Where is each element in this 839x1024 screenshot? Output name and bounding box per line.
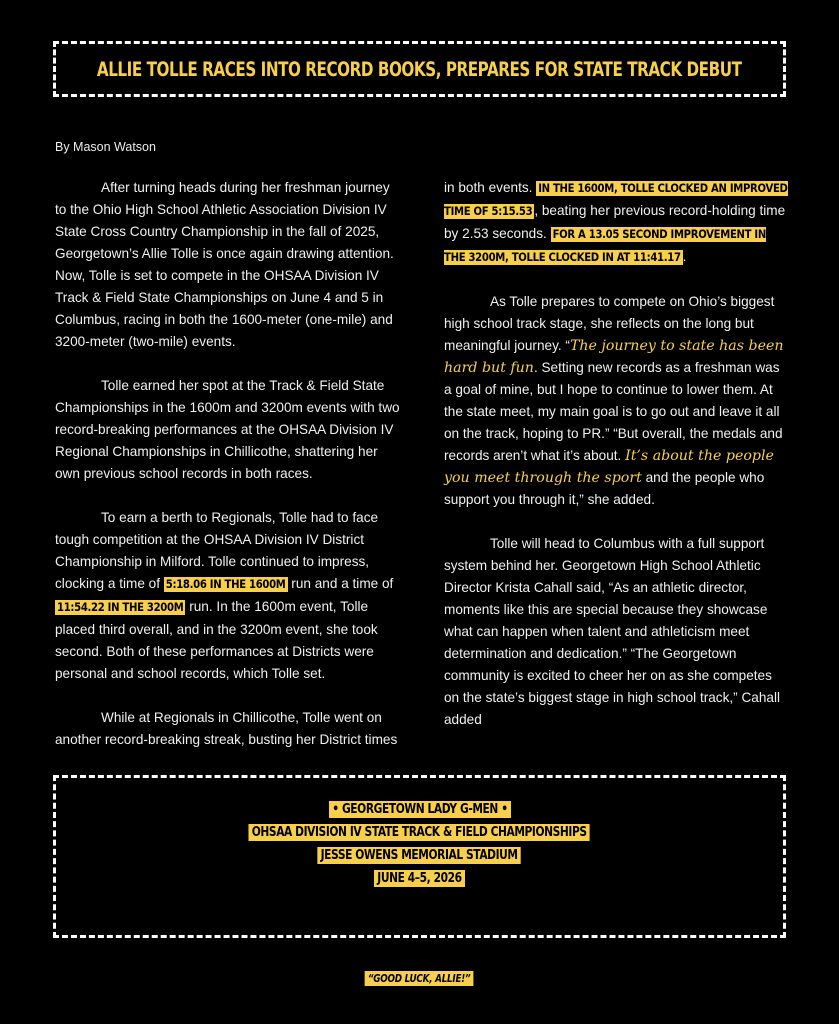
paragraph: Tolle earned her spot at the Track & Field State Championships in the 1600m and 3200m events with two record-breaking performances at the OHSAA Division IV Regional Championships in Chillicothe, shattering her own previous school records in both races.	[55, 378, 400, 481]
text-run: To earn a berth to Regionals, Tolle had to face tough competition at the OHSAA Division IV District Championship in Milford. Tolle continued to impress, clocking a time of	[55, 510, 379, 591]
highlight-3200m-district: 11:54.22 IN THE 3200M	[57, 601, 184, 614]
paragraph	[55, 507, 400, 685]
paragraph	[444, 177, 789, 269]
paragraph: After turning heads during her freshman journey to the Ohio High School Athletic Association Division IV State Cross Country Championship in the fall of 2025, Georgetown’s Allie Tolle is once again drawing attention. Now, Tolle is set to compete in the OHSAA Division IV Track & Field State Championships on June 4 and 5 in Columbus, racing in both the 1600-meter (one-mile) and 3200-meter (two-mile) events.	[55, 180, 394, 349]
text-run: As Tolle prepares to compete on Ohio’s biggest high school track stage, she reflects on the long but meaningful journey. “	[444, 294, 775, 353]
headline: ALLIE TOLLE RACES INTO RECORD BOOKS, PREPARES FOR STATE TRACK DEBUT	[97, 57, 742, 81]
event-info-frame	[53, 775, 786, 938]
highlight-3200m-regional: FOR A 13.05 SECOND IMPROVEMENT IN THE 3200M, TOLLE CLOCKED IN AT 11:41.17	[444, 228, 766, 264]
paragraph: While at Regionals in Chillicothe, Tolle went on another record-breaking streak, busting her District times	[55, 710, 398, 747]
text-run: in both events.	[444, 180, 537, 195]
article-column-left	[55, 177, 400, 773]
event-team: • GEORGETOWN LADY G-MEN •	[329, 801, 511, 818]
article-column-right	[444, 177, 789, 753]
text-run: . Setting new records as a freshman was a goal of mine, but I hope to continue to lower them. At the state meet, my main goal is to go out and leave it all on the track, hoping to PR.” “But overall, the medals and records aren’t what it’s about.	[444, 360, 783, 463]
highlight-1600m-district: 5:18.06 IN THE 1600M	[165, 578, 286, 591]
good-luck-badge: “GOOD LUCK, ALLIE!”	[365, 971, 474, 986]
byline: By Mason Watson	[55, 140, 156, 154]
event-venue: JESSE OWENS MEMORIAL STADIUM	[318, 847, 522, 864]
closing-message	[0, 969, 839, 987]
pull-quote: The journey to state has been hard but fun	[444, 338, 784, 376]
paragraph: Tolle will head to Columbus with a full support system behind her. Georgetown High School Athletic Director Krista Cahall said, “As an athletic director, moments like this are special because they showcase what can happen when talent and athleticism meet determination and dedication.” “The Georgetown community is excited to cheer her on as she competes on the state’s biggest stage in high school track,” Cahall added	[444, 536, 781, 727]
headline-frame	[53, 41, 786, 97]
event-info	[56, 800, 783, 892]
text-run: run and a time of	[287, 576, 394, 591]
text-run: and the people who support you through it,” she added.	[444, 470, 765, 507]
event-name: OHSAA DIVISION IV STATE TRACK & FIELD CHAMPIONSHIPS	[249, 824, 590, 841]
text-run: .	[682, 249, 687, 264]
text-run: , beating her previous record-holding time by 2.53 seconds.	[444, 203, 786, 241]
highlight-1600m-regional: IN THE 1600M, TOLLE CLOCKED AN IMPROVED TIME OF 5:15.53	[444, 182, 788, 218]
paragraph	[444, 291, 789, 511]
pull-quote: It’s about the people you meet through the sport	[444, 448, 774, 486]
event-dates: JUNE 4–5, 2026	[374, 870, 465, 887]
text-run: run. In the 1600m event, Tolle placed third overall, and in the 3200m event, she took second. Both of these performances at Districts were personal and school records, which Tolle set.	[55, 599, 378, 681]
